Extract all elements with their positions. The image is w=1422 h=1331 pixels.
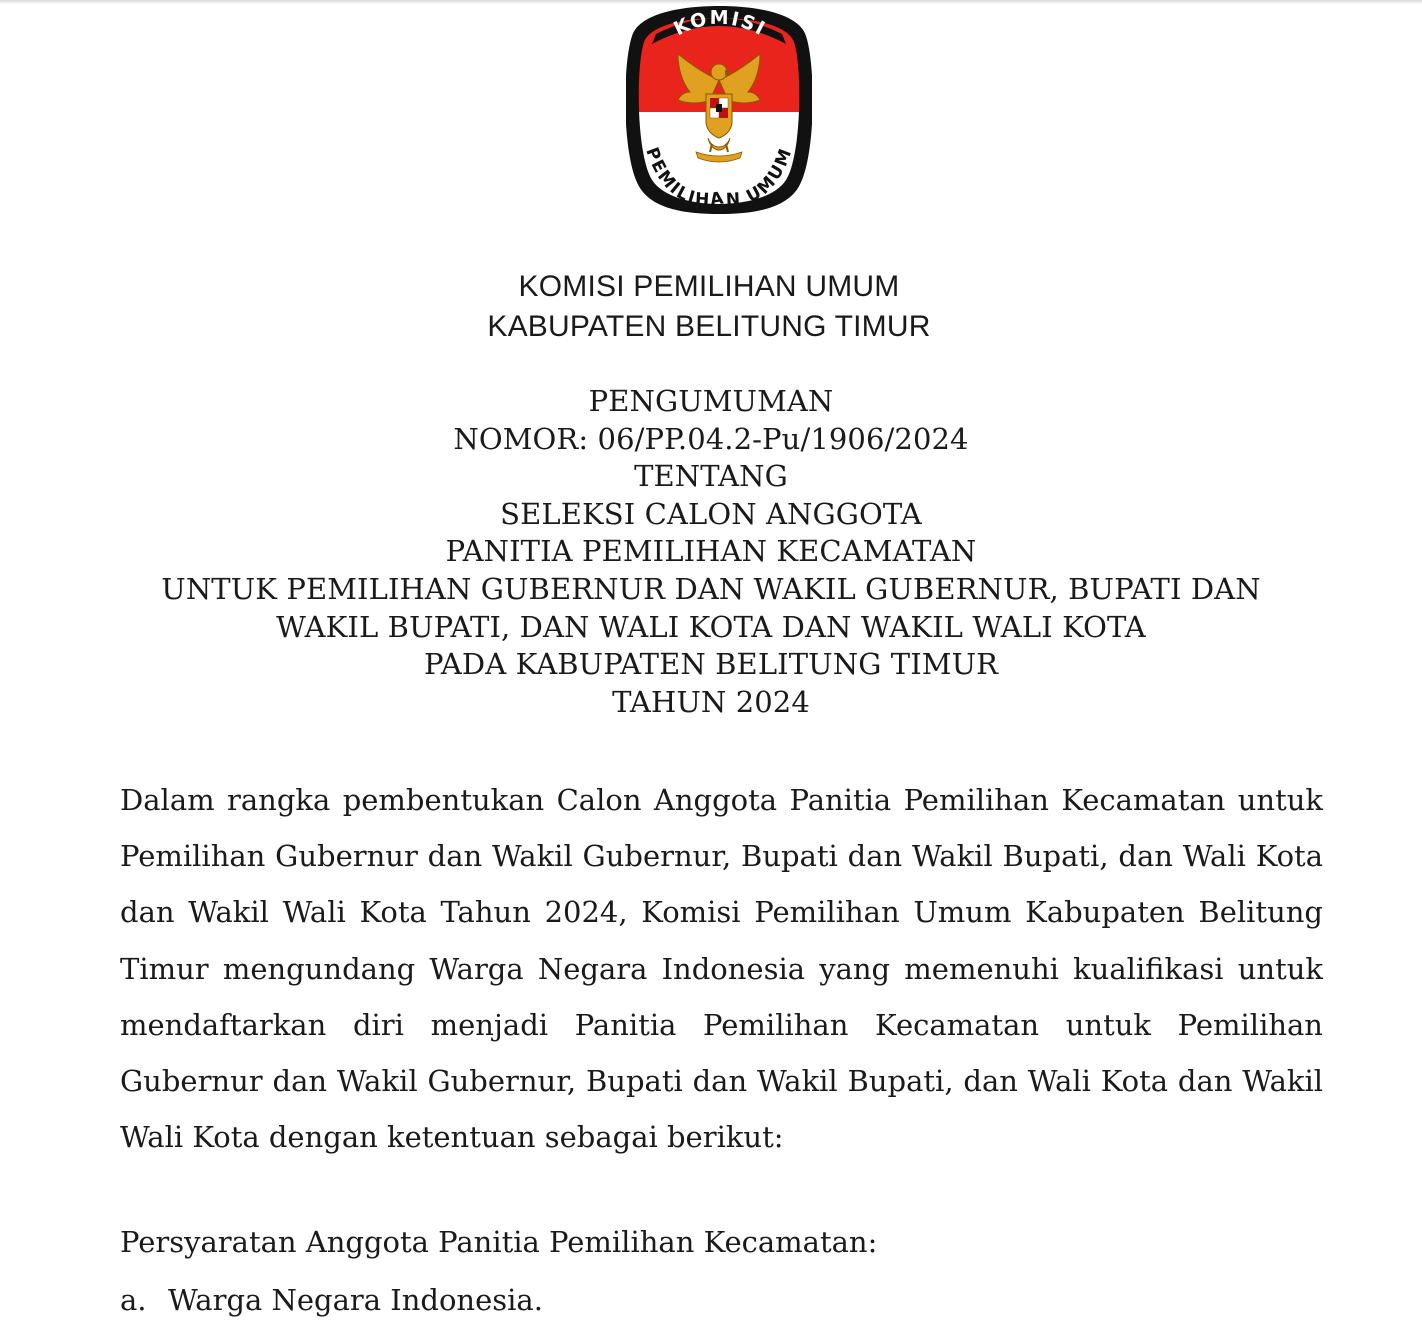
announcement-subject-line: PADA KABUPATEN BELITUNG TIMUR xyxy=(423,647,999,682)
list-item-marker: a. xyxy=(120,1283,147,1317)
list-item xyxy=(120,1280,543,1320)
announcement-year: TAHUN 2024 xyxy=(612,684,810,719)
announcement-subject-line: UNTUK PEMILIHAN GUBERNUR DAN WAKIL GUBERNUR, BUPATI DAN xyxy=(161,571,1261,606)
announcement-heading xyxy=(0,383,1422,721)
intro-paragraph: Dalam rangka pembentukan Calon Anggota Panitia Pemilihan Kecamatan untuk Pemilihan Gubernur dan Wakil Gubernur, Bupati dan Wakil Bupati, dan Wali Kota dan Wakil Wali Kota Tahun 2024, Komisi Pemilihan Umum Kabupaten Belitung Timur mengundang Warga Negara Indonesia yang memenuhi kualifikasi untuk mendaftarkan diri menjadi Panitia Pemilihan Kecamatan untuk Pemilihan Gubernur dan Wakil Gubernur, Bupati dan Wakil Bupati, dan Wali Kota dan Wakil Wali Kota dengan ketentuan sebagai berikut: xyxy=(120,783,1323,1155)
announcement-about: TENTANG xyxy=(634,459,788,494)
kpu-logo xyxy=(626,4,812,214)
announcement-title: PENGUMUMAN xyxy=(588,384,834,418)
announcement-number: NOMOR: 06/PP.04.2-Pu/1906/2024 xyxy=(453,421,969,456)
announcement-subject-line: PANITIA PEMILIHAN KECAMATAN xyxy=(445,534,977,569)
org-title-line2: KABUPATEN BELITUNG TIMUR xyxy=(487,310,931,343)
logo-text-bottom: PEMILIHAN UMUM xyxy=(641,144,797,211)
requirements-title: Persyaratan Anggota Panitia Pemilihan Kecamatan: xyxy=(120,1225,878,1259)
logo-text-top: KOMISI xyxy=(670,6,770,41)
org-title-line1: KOMISI PEMILIHAN UMUM xyxy=(518,270,900,303)
list-item-text: Warga Negara Indonesia. xyxy=(168,1283,543,1317)
announcement-subject-line: SELEKSI CALON ANGGOTA xyxy=(500,496,922,531)
announcement-subject-line: WAKIL BUPATI, DAN WALI KOTA DAN WAKIL WALI KOTA xyxy=(276,609,1146,644)
